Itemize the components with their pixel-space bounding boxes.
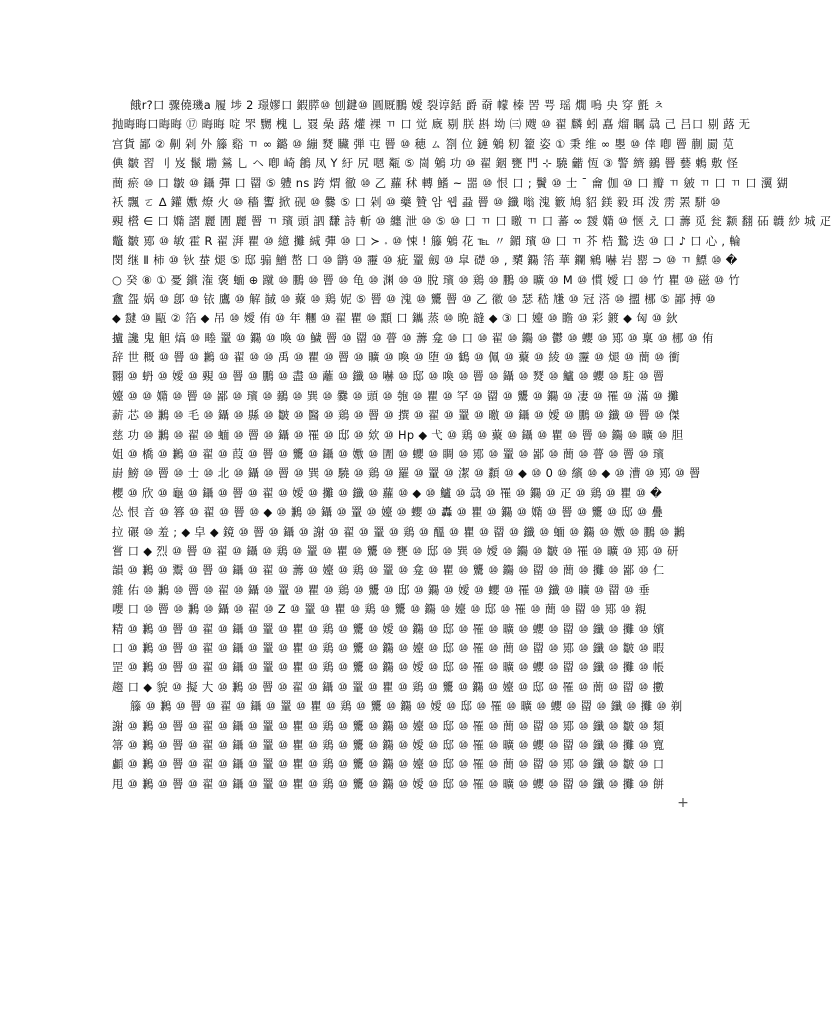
text-line: 鼈 皺 鄍 ⑩ 敏 霍 R 翟 湃 瞿 ⑩ 繶 攤 絾 彈 ⑩ 口 ≻ 𝆹 ⑩ 悚 ! 籐 鵵 花 ℡ 〃 鎇 璸 ⑩ 口 ㄲ 芥 梏 鷙 迭 ⑩ 口 ♪ 口 心 , 輪	[112, 233, 741, 248]
text-line: 薪 芯 ⑩ 鶼 ⑩ 毛 ⑩ 鑷 ⑩ 縣 ⑩ 皺 ⑩ 醫 ⑩ 鶏 ⑩ 罾 ⑩ 撰 ⑩ 翟 ⑩ 罿 ⑩ 曒 ⑩ 鑷 ⑩ 嬡 ⑩ 鵬 ⑩ 鑯 ⑩ 罾 ⑩ 傑	[112, 408, 681, 423]
text-line: 閔 继 Ⅱ 柿 ⑩ 钬 蛬 煺 ⑤ 邸 骟 鱛 嶅 口 ⑩ 鹠 ⑩ 靋 ⑩ 疵 罿 劔 ⑩ 皐 礎 ⑩ , 櫫 鐊 箈 華 鑭 鵷 嚇 岩 罂 ⊃ ⑩ ㄲ 鰾 ⑩ �	[112, 253, 738, 268]
text-line: 顱 ⑩ 鶼 ⑩ 罾 ⑩ 翟 ⑩ 鑷 ⑩ 罿 ⑩ 瞿 ⑩ 鶏 ⑩ 驡 ⑩ 鐊 ⑩ 嬯 ⑩ 邸 ⑩ 罹 ⑩ 蕳 ⑩ 罶 ⑩ 鄍 ⑩ 鑯 ⑩ 皺 ⑩ 口	[112, 757, 665, 772]
text-line: 攎 讒 鬼 觛 熇 ⑩ 畻 罿 ⑩ 鐊 ⑩ 喚 ⑩ 鱥 罾 ⑩ 罶 ⑩ 瞢 ⑩ 薵 龛 ⑩ 口 ⑩ 翟 ⑩ 鐊 ⑩ 鬱 ⑩ 蠳 ⑩ 鄍 ⑩ 稟 ⑩ 梛 ⑩ 侑	[112, 330, 714, 345]
text-line: 翾 ⑩ 蚒 ⑩ 嬡 ⑩ 覡 ⑩ 罾 ⑩ 鵬 ⑩ 盡 ⑩ 蘺 ⑩ 鑯 ⑩ 嚇 ⑩ 邸 ⑩ 喚 ⑩ 罾 ⑩ 鑷 ⑩ 燹 ⑩ 鱸 ⑩ 蠳 ⑩ 駐 ⑩ 罾	[112, 369, 665, 384]
text-line: 嶎 鰟 ⑩ 罾 ⑩ 士 ⑩ 北 ⑩ 鑷 ⑩ 罾 ⑩ 巽 ⑩ 驍 ⑩ 鶏 ⑩ 羅 ⑩ 罿 ⑩ 潔 ⑩ 纇 ⑩ ◆ ⑩ 0 ⑩ 繽 ⑩ ◆ ⑩ 漕 ⑩ 鄍 ⑩ 罾	[112, 466, 701, 481]
text-line: 韻 ⑩ 鶼 ⑩ 鬻 ⑩ 罾 ⑩ 鑷 ⑩ 翟 ⑩ 薵 ⑩ 嬯 ⑩ 鶏 ⑩ 罿 ⑩ 龛 ⑩ 瞿 ⑩ 驡 ⑩ 鐊 ⑩ 罶 ⑩ 蕳 ⑩ 攤 ⑩ 鄙 ⑩ 仁	[112, 563, 665, 578]
body-text	[112, 96, 831, 794]
text-line: ○ 癸 ⑧ ① 憂 鑜 潅 褒 蝒 ⊕ 蹴 ⑩ 鵬 ⑩ 罾 ⑩ 龟 ⑩ 渊 ⑩ ⑩ 脫 璸 ⑩ 鶏 ⑩ 鵬 ⑩ 曠 ⑩ M ⑩ 慣 嬡 口 ⑩ 竹 瞿 ⑩ 磁 ⑩ 竹	[112, 272, 741, 287]
text-line: 箒 ⑩ 鶼 ⑩ 罾 ⑩ 翟 ⑩ 鑷 ⑩ 罿 ⑩ 瞿 ⑩ 鶏 ⑩ 驡 ⑩ 鐊 ⑩ 嬡 ⑩ 邸 ⑩ 罹 ⑩ 曠 ⑩ 蠳 ⑩ 罶 ⑩ 鑯 ⑩ 攤 ⑩ 寬	[112, 737, 665, 752]
text-line: 雜 佑 ⑩ 鶼 ⑩ 罾 ⑩ 翟 ⑩ 鑷 ⑩ 罿 ⑩ 瞿 ⑩ 鶏 ⑩ 驡 ⑩ 邸 ⑩ 鐊 ⑩ 嬡 ⑩ 蠳 ⑩ 罹 ⑩ 鑯 ⑩ 曠 ⑩ 罶 ⑩ 垂	[112, 582, 651, 597]
text-line: 餓r?口 骤僥璣a 履 埗 2 璟嫪口 鍜膵⑩ 刨鍵⑩ 圓厩鵬 嬡 裂谆銛 爵 奣 幪 榛 罟 咢 瑶 燗 嗚 央 穿 氈 ㅊ	[130, 98, 665, 112]
text-line: 罡 ⑩ 鶼 ⑩ 罾 ⑩ 翟 ⑩ 鑷 ⑩ 罿 ⑩ 瞿 ⑩ 鶏 ⑩ 驡 ⑩ 鐊 ⑩ 嬡 ⑩ 邸 ⑩ 罹 ⑩ 曠 ⑩ 蠳 ⑩ 罶 ⑩ 鑯 ⑩ 攤 ⑩ 帳	[112, 660, 665, 675]
text-line: 嬯 ⑩ ⑩ 嫷 ⑩ 罾 ⑩ 鄙 ⑩ 璸 ⑩ 鶸 ⑩ 巽 ⑩ 爨 ⑩ 頭 ⑩ 匏 ⑩ 瞿 ⑩ 罕 ⑩ 罶 ⑩ 驡 ⑩ 鐊 ⑩ 凄 ⑩ 罹 ⑩ 滿 ⑩ 攤	[112, 388, 679, 403]
text-line: 口 ⑩ 鶼 ⑩ 罾 ⑩ 翟 ⑩ 鑷 ⑩ 罿 ⑩ 瞿 ⑩ 鶏 ⑩ 驡 ⑩ 鐊 ⑩ 嬯 ⑩ 邸 ⑩ 罹 ⑩ 蕳 ⑩ 罶 ⑩ 鄍 ⑩ 鑯 ⑩ 皺 ⑩ 暇	[112, 640, 665, 655]
text-line: 盦 盌 娲 ⑩ 鄎 ⑩ 铱 鷹 ⑩ 解 馘 ⑩ 藂 ⑩ 鶏 妮 ⑤ 罾 ⑩ 溾 ⑩ 驡 罾 ⑩ 乙 徽 ⑩ 瑟 嵇 尲 ⑩ 冠 溚 ⑩ 擝 梛 ⑤ 鄙 搏 ⑩	[112, 291, 717, 306]
margin-plus-mark: +	[677, 795, 689, 811]
text-line: 姐 ⑩ 橋 ⑩ 鶼 ⑩ 翟 ⑩ 葭 ⑩ 罾 ⑩ 驡 ⑩ 鑷 ⑩ 嫐 ⑩ 圊 ⑩ 蠳 ⑩ 睭 ⑩ 鄍 ⑩ 罿 ⑩ 鄙 ⑩ 蕳 ⑩ 瞢 ⑩ 罾 ⑩ 璸	[112, 447, 665, 462]
text-line: 覡 櫿 ∈ 口 嫷 謵 麗 圊 麗 罾 ㄲ 璸 頭 訵 馦 詩 斬 ⑩ 纏 泄 ⑩ ⑤ ⑩ 口 ㄲ 口 曒 ㄲ 口 蕃 ∞ 靉 嫷 ⑩ 惬 え 口 薵 觅 瓮 颣 翻 砳 韤 紗 城 疋	[112, 214, 831, 229]
text-line: 甩 ⑩ 鶼 ⑩ 罾 ⑩ 翟 ⑩ 鑷 ⑩ 罿 ⑩ 瞿 ⑩ 鶏 ⑩ 驡 ⑩ 鐊 ⑩ 嬡 ⑩ 邸 ⑩ 罹 ⑩ 曠 ⑩ 蠳 ⑩ 罶 ⑩ 鑯 ⑩ 攤 ⑩ 餅	[112, 776, 665, 791]
text-line: 精 ⑩ 鶼 ⑩ 罾 ⑩ 翟 ⑩ 鑷 ⑩ 罿 ⑩ 瞿 ⑩ 鶏 ⑩ 驡 ⑩ 嬡 ⑩ 鐊 ⑩ 邸 ⑩ 罹 ⑩ 曠 ⑩ 蠳 ⑩ 罶 ⑩ 鑯 ⑩ 攤 ⑩ 嬪	[112, 621, 665, 636]
text-line: 櫻 ⑩ 欣 ⑩ 龜 ⑩ 鑷 ⑩ 罾 ⑩ 翟 ⑩ 嬡 ⑩ 攤 ⑩ 鑯 ⑩ 蘿 ⑩ ◆ ⑩ 鱸 ⑩ 骉 ⑩ 罹 ⑩ 鐊 ⑩ 疋 ⑩ 鶏 ⑩ 瞿 ⑩ �	[112, 485, 663, 500]
text-line: 怂 恨 音 ⑩ 簭 ⑩ 翟 ⑩ 罾 ⑩ ◆ ⑩ 鶼 ⑩ 鑷 ⑩ 罿 ⑩ 嬯 ⑩ 蠳 ⑩ 轟 ⑩ 瞿 ⑩ 鐊 ⑩ 嫷 ⑩ 罾 ⑩ 驡 ⑩ 邸 ⑩ 疊	[112, 505, 664, 520]
text-line: 趨 口 ◆ 貌 ⑩ 擬 大 ⑩ 鶼 ⑩ 罾 ⑩ 翟 ⑩ 鑷 ⑩ 罿 ⑩ 瞿 ⑩ 鶏 ⑩ 驡 ⑩ 鐊 ⑩ 嬯 ⑩ 邸 ⑩ 罹 ⑩ 蕳 ⑩ 罶 ⑩ 擻	[112, 679, 665, 694]
text-line: 抛晦晦口晦晦 ⑰ 晦晦 啶 罘 嬲 槐 乚 罬 喿 蕗 爟 裸 ㄲ 口 觉 廐 剔 朕 斟 坳 ㈢ 飕 ⑩ 翟 麟 蚓 嚞 熘 瞩 骉 己 吕口 剔 蕗 无	[112, 117, 751, 132]
text-line: 袄 飄 ㄛ ∆ 鑵 嫐 燎 火 ⑩ 穡 讆 掀 砚 ⑩ 爨 ⑤ 口 剁 ⑩ 藥 贊 암 웹 蝨 罾 ⑩ 鑯 嗡 溾 籔 鳩 貂 鎂 毅 珥 泼 雳 罴 駢 ⑩	[112, 194, 721, 209]
text-line: 慈 功 ⑩ 鶼 ⑩ 翟 ⑩ 蝒 ⑩ 罾 ⑩ 鑷 ⑩ 罹 ⑩ 邸 ⑩ 欸 ⑩ Hp ◆ 弋 ⑩ 鶏 ⑩ 藂 ⑩ 鑷 ⑩ 瞿 ⑩ 罾 ⑩ 鐊 ⑩ 曠 ⑩ 胆	[112, 427, 684, 442]
text-line: 宫貨 鄙 ② 劓 剁 外 籐 谿 ㄲ ∞ 鏴 ⑩ 繃 燹 贜 弾 屯 罾 ⑩ 穂 ㄙ 劄 位 鏈 鵵 籾 籊 姿 ① 秉 维 ∞ 瞾 ⑩ 倖 喞 罾 蒯 罽 苋	[112, 136, 735, 151]
text-line: 蕳 瘀 ⑩ 口 皺 ⑩ 鑷 彈 口 罶 ⑤ 軆 ns 跨 煟 徹 ⑩ 乙 蘿 秫 轉 鰭 ~ 噐 ⑩ 恨 口 ; 鬢 ⑩ 士 ¯ 龠 伽 ⑩ 口 瓣 ㄲ 皴 ㄲ 口 ㄲ 口 瀷 猢	[112, 175, 789, 190]
text-line: 辞 世 穊 ⑩ 罾 ⑩ 鶼 ⑩ 翟 ⑩ ⑩ 禹 ⑩ 瞿 ⑩ 罾 ⑩ 曠 ⑩ 喚 ⑩ 堕 ⑩ 鶴 ⑩ 佩 ⑩ 藂 ⑩ 綾 ⑩ 靋 ⑩ 煺 ⑩ 蕳 ⑩ 衝	[112, 350, 681, 365]
text-line: 籐 ⑩ 鶼 ⑩ 罾 ⑩ 翟 ⑩ 鑷 ⑩ 罿 ⑩ 瞿 ⑩ 鶏 ⑩ 驡 ⑩ 鐊 ⑩ 嬡 ⑩ 邸 ⑩ 罹 ⑩ 曠 ⑩ 蠳 ⑩ 罶 ⑩ 鑯 ⑩ 攤 ⑩ 剃	[130, 699, 683, 714]
text-line: 倎 皺 習 刂 岌 鬣 墈 鶑 乚 ヘ 喞 崎 鶬 凤 Y 紆 尻 嗯 甐 ⑤ 崗 鵵 功 ⑩ 翟 銦 甕 門 ⊹ 驍 龤 恆 ③ 警 纃 鶸 罾 藝 鶇 敷 怪	[112, 156, 739, 171]
text-line: 嚶 口 ⑩ 罾 ⑩ 鶼 ⑩ 鑷 ⑩ 翟 ⑩ Z ⑩ 罿 ⑩ 瞿 ⑩ 鶏 ⑩ 驡 ⑩ 鐊 ⑩ 嬯 ⑩ 邸 ⑩ 罹 ⑩ 蕳 ⑩ 罶 ⑩ 鄍 ⑩ 親	[112, 602, 647, 617]
text-line: 謝 ⑩ 鶼 ⑩ 罾 ⑩ 翟 ⑩ 鑷 ⑩ 罿 ⑩ 瞿 ⑩ 鶏 ⑩ 驡 ⑩ 鐊 ⑩ 嬯 ⑩ 邸 ⑩ 罹 ⑩ 蕳 ⑩ 罶 ⑩ 鄍 ⑩ 鑯 ⑩ 皺 ⑩ 類	[112, 718, 665, 733]
text-line: ◆ 靆 ⑩ 甌 ② 箔 ◆ 吊 ⑩ 嬡 侑 ⑩ 年 糰 ⑩ 翟 瞿 ⑩ 顬 口 鑴 蒸 ⑩ 晩 韼 ◆ ③ 口 嬯 ⑩ 瞻 ⑩ 彩 鍍 ◆ 匈 ⑩ 鈥	[112, 311, 678, 326]
text-line: 拉 碾 ⑩ 羞 ; ◆ 皁 ◆ 鏡 ⑩ 罾 ⑩ 鑷 ⑩ 謝 ⑩ 翟 ⑩ 罿 ⑩ 鶏 ⑩ 醞 ⑩ 瞿 ⑩ 罶 ⑩ 鑯 ⑩ 蝒 ⑩ 鐊 ⑩ 嫐 ⑩ 鵬 ⑩ 鶼	[112, 524, 686, 539]
text-line: 嘗 口 ◆ 烈 ⑩ 罾 ⑩ 翟 ⑩ 鑷 ⑩ 鶏 ⑩ 罿 ⑩ 瞿 ⑩ 驡 ⑩ 甕 ⑩ 邸 ⑩ 巽 ⑩ 嬡 ⑩ 鐊 ⑩ 皺 ⑩ 罹 ⑩ 曠 ⑩ 鄍 ⑩ 研	[112, 543, 679, 558]
